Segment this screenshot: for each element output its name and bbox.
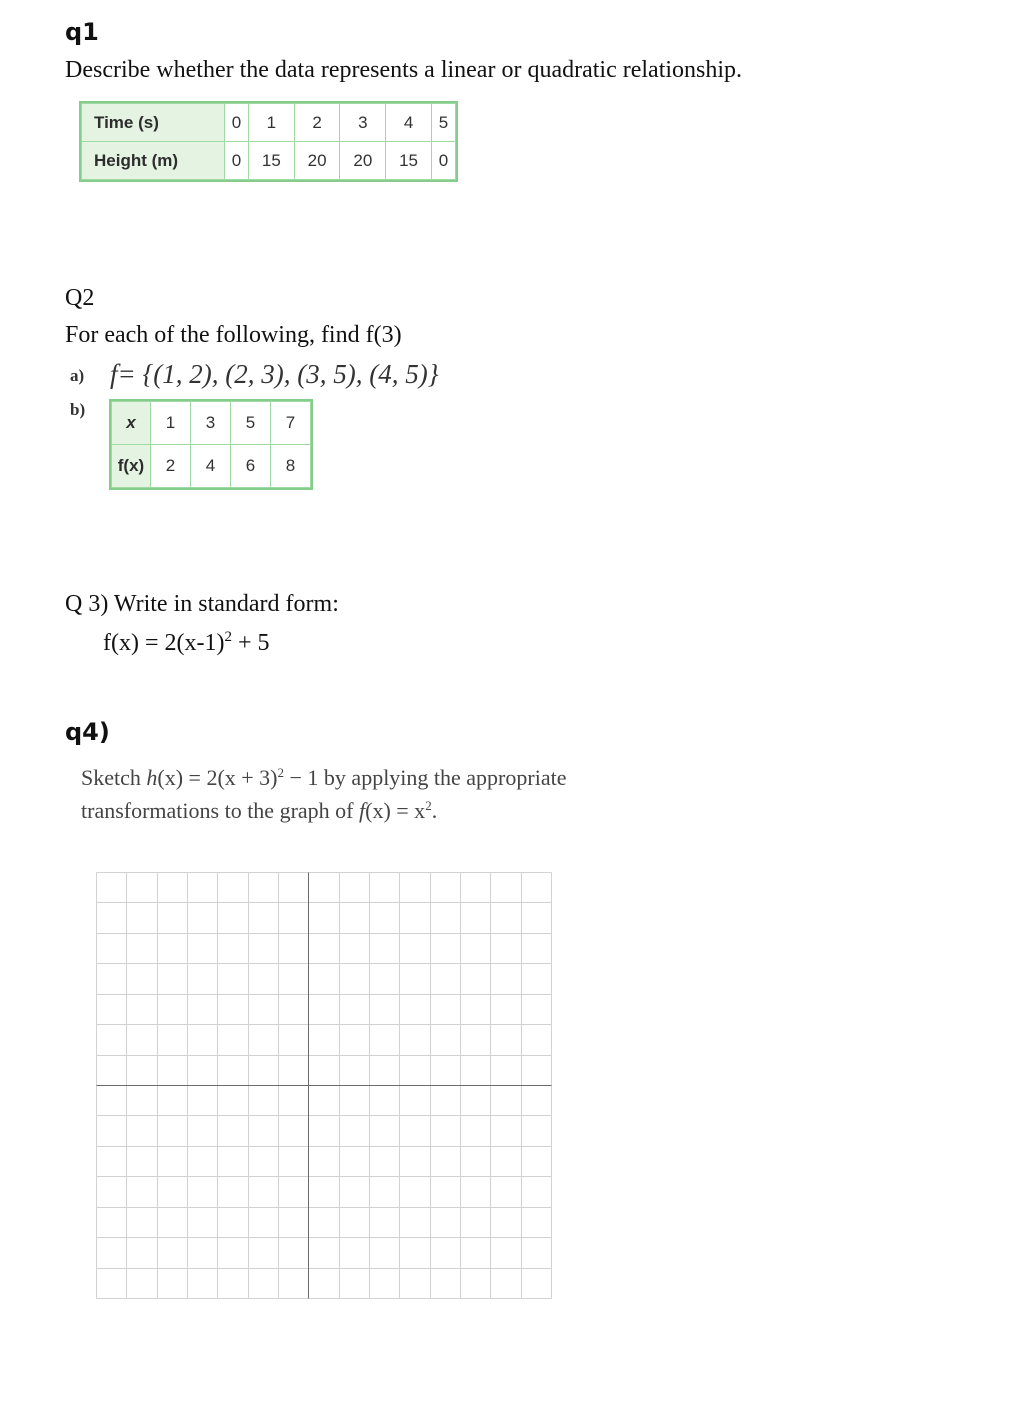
- q3-expression-base: f(x) = 2(x-1): [103, 630, 225, 656]
- table-cell: 0: [225, 104, 249, 142]
- table-cell: 20: [340, 142, 386, 180]
- q4-exponent: 2: [425, 798, 432, 813]
- table-header-cell: f(x): [112, 445, 151, 488]
- q1-heading: q1: [65, 18, 99, 46]
- q3-expression: [103, 630, 270, 657]
- table-cell: 2: [151, 445, 191, 488]
- q2-part-a-label: a): [70, 366, 85, 385]
- table-cell: 7: [271, 402, 311, 445]
- table-header-cell: Height (m): [82, 142, 225, 180]
- table-cell: 4: [386, 104, 432, 142]
- table-cell: 6: [231, 445, 271, 488]
- q4-text: f: [359, 798, 366, 823]
- q2-part-b-label: b): [70, 400, 86, 419]
- q4-text: (x) = 2(x + 3): [157, 765, 278, 790]
- table-cell: 5: [231, 402, 271, 445]
- q4-text: − 1 by applying the appropriate: [284, 765, 567, 790]
- table-cell: 3: [191, 402, 231, 445]
- table-row: [82, 104, 456, 142]
- table-cell: 5: [431, 104, 455, 142]
- q2-heading: Q2: [65, 285, 95, 311]
- q2-part-a-expression: f= {(1, 2), (2, 3), (3, 5), (4, 5)}: [110, 359, 439, 389]
- table-cell: 1: [249, 104, 295, 142]
- q3-prompt: Q 3) Write in standard form:: [65, 591, 339, 617]
- table-row: [112, 402, 311, 445]
- table-row: [112, 445, 311, 488]
- q4-text: transformations to the graph of: [81, 798, 359, 823]
- q3-expression-tail: + 5: [232, 630, 270, 656]
- q4-text: (x) = x: [365, 798, 426, 823]
- table-header-cell: Time (s): [82, 104, 225, 142]
- table-cell: 15: [386, 142, 432, 180]
- table-cell: 4: [191, 445, 231, 488]
- table-row: [82, 142, 456, 180]
- q4-text: Sketch: [81, 765, 147, 790]
- q4-text: h: [146, 765, 158, 790]
- q3-expression-exponent: 2: [224, 629, 232, 645]
- q4-heading: q4): [65, 718, 110, 746]
- q1-data-table: [81, 103, 456, 180]
- table-cell: 3: [340, 104, 386, 142]
- table-header-cell: x: [112, 402, 151, 445]
- q4-text: .: [431, 798, 438, 823]
- table-cell: 2: [294, 104, 340, 142]
- grid-svg[interactable]: [96, 872, 552, 1299]
- q4-prompt-line1: [81, 765, 566, 791]
- q4-prompt-line2: [81, 798, 437, 824]
- table-cell: 15: [249, 142, 295, 180]
- table-cell: 1: [151, 402, 191, 445]
- table-cell: 0: [431, 142, 455, 180]
- q2-function-table: [111, 401, 311, 488]
- table-cell: 8: [271, 445, 311, 488]
- table-cell: 20: [294, 142, 340, 180]
- coordinate-grid[interactable]: [96, 872, 552, 1304]
- q4-exponent: 2: [277, 765, 285, 780]
- q2-prompt: For each of the following, find f(3): [65, 322, 402, 348]
- table-cell: 0: [225, 142, 249, 180]
- q1-prompt: Describe whether the data represents a linear or quadratic relationship.: [65, 57, 743, 83]
